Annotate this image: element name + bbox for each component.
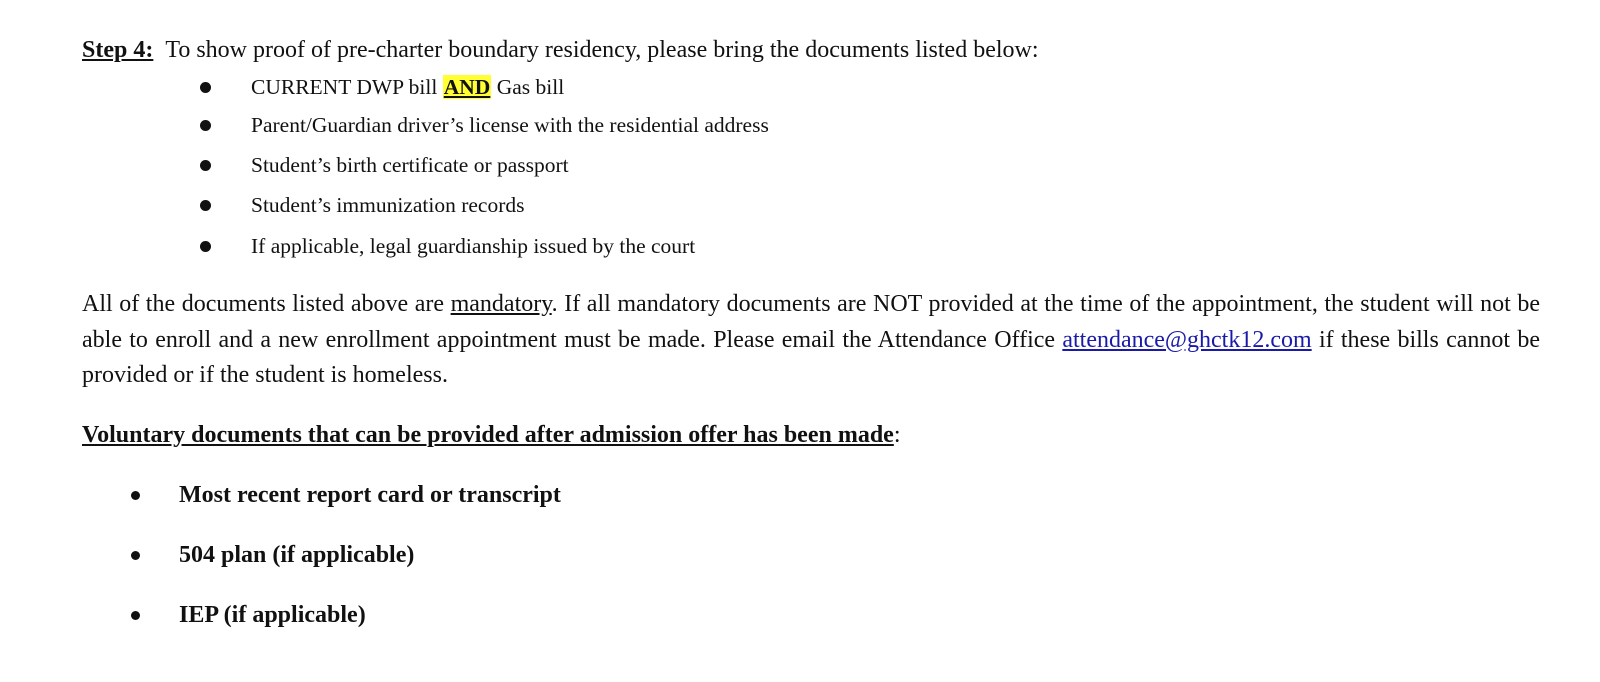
bullet-icon [200,200,211,211]
mandatory-paragraph [82,287,1540,394]
bullet-icon [200,120,211,131]
step-label: Step 4: [82,37,154,63]
paragraph-text: All of the documents listed above are [82,291,451,317]
list-item-text: Parent/Guardian driver’s license with the residential address [251,113,769,137]
bullet-icon [200,82,211,93]
step-4-line [82,34,1039,66]
bullet-icon [200,241,211,252]
step-instruction: To show proof of pre-charter boundary residency, please bring the documents listed below: [165,37,1039,63]
voluntary-item-text: Most recent report card or transcript [179,482,561,508]
and-highlight: AND [443,75,491,99]
list-item-text: If applicable, legal guardianship issued by the court [251,234,696,258]
list-item-text: Student’s immunization records [251,193,525,217]
paragraph-text: if these bills cannot be provided or if the student is homeless. [82,326,1540,388]
bullet-icon [131,551,140,560]
heading-colon: : [893,422,901,448]
list-item-text [251,73,564,101]
gas-bill-text: Gas bill [491,75,565,99]
voluntary-item-text: 504 plan (if applicable) [179,542,415,568]
bullet-icon [200,160,211,171]
bullet-icon [131,611,140,620]
paragraph-text: . If all mandatory documents are NOT provided at the time of the appointment, the student will not be able to enroll and a new enrollment appointment must be made. Please email the Attendance Office [82,291,1540,353]
voluntary-item-text: IEP (if applicable) [179,602,366,628]
bullet-icon [131,491,140,500]
voluntary-documents-heading [82,419,901,451]
list-item-text: Student’s birth certificate or passport [251,153,569,177]
voluntary-heading-text: Voluntary documents that can be provided after admission offer has been made [82,422,894,448]
attendance-email-link[interactable]: attendance@ghctk12.com [1062,326,1312,353]
mandatory-word: mandatory [450,291,552,317]
dwp-bill-text: CURRENT DWP bill [251,75,443,99]
